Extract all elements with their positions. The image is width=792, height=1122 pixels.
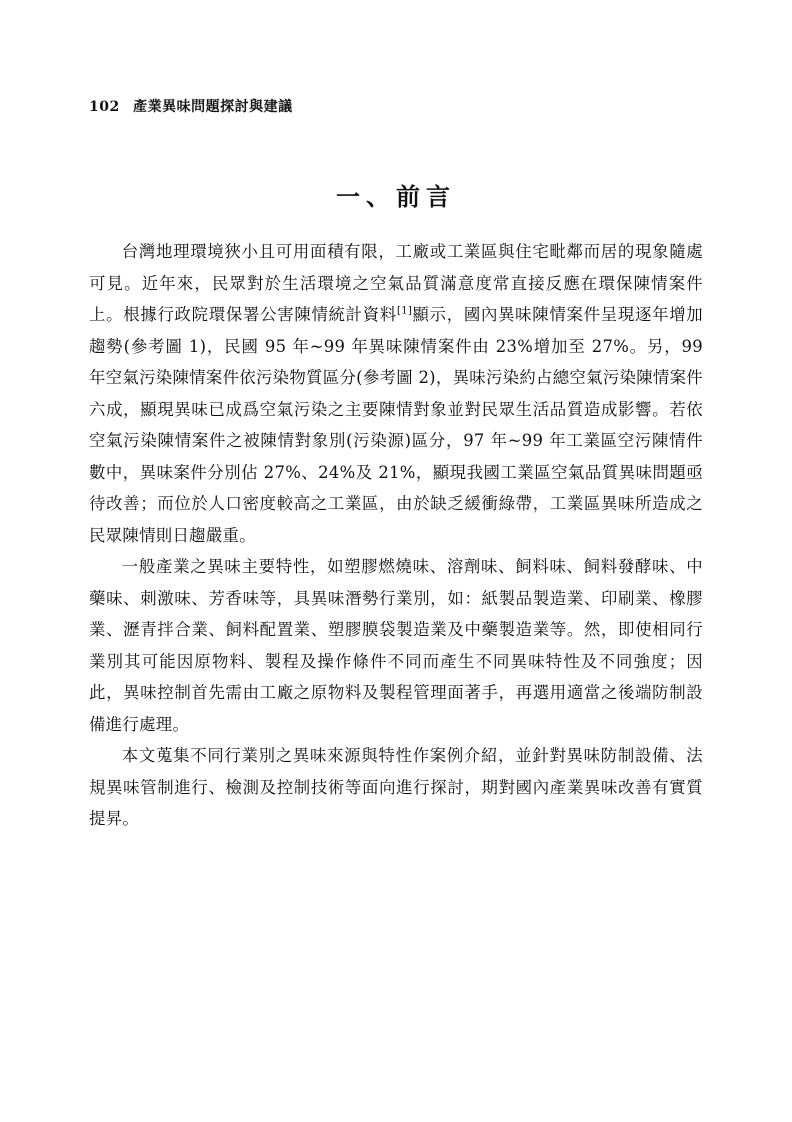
paragraph-text: 台灣地理環境狹小且可用面積有限，工廠或工業區與住宅毗鄰而居的現象隨處可見。近年來，民眾對於生活環境之空氣品質滿意度常直接反應在環保陳情案件上。根據行政院環保署公害陳情統計資料 bbox=[89, 242, 703, 324]
paragraph-article-scope: 本文蒐集不同行業別之異味來源與特性作案例介紹，並針對異味防制設備、法規異味管制進行、檢測及控制技術等面向進行探討，期對國內產業異味改善有實質提昇。 bbox=[89, 746, 703, 828]
paragraph-intro bbox=[89, 236, 703, 551]
book-title: 產業異味問題探討與建議 bbox=[133, 99, 293, 115]
section-title: 一、前言 bbox=[336, 182, 456, 211]
running-header bbox=[89, 98, 293, 116]
body-text bbox=[89, 236, 703, 835]
page-number: 102 bbox=[89, 99, 120, 115]
paragraph-odor-characteristics: 一般產業之異味主要特性，如塑膠燃燒味、溶劑味、飼料味、飼料發酵味、中藥味、刺激味、芳香味等，具異味潛勢行業別，如：紙製品製造業、印刷業、橡膠業、瀝青拌合業、飼料配置業、塑膠膜袋製造業及中藥製造業等。然，即使相同行業別其可能因原物料、製程及操作條件不同而產生不同異味特性及不同強度；因此，異味控制首先需由工廠之原物料及製程管理面著手，再選用適當之後端防制設備進行處理。 bbox=[89, 557, 703, 734]
paragraph-text: 顯示，國內異味陳情案件呈現逐年增加趨勢(參考圖 1)，民國 95 年~99 年異味陳情案件由 23%增加至 27%。另，99 年空氣污染陳情案件依污染物質區分(參考圖 2)，異味污染約占總空氣污染陳情案件六成，顯現異味已成爲空氣污染之主要陳情對象並對民眾生活品質造成影響。若依空氣污染陳情案件之被陳情對象別(污染源)區分，97 年~99 年工業區空污陳情件數中，異味案件分別佔 27%、24%及 21%，顯現我國工業區空氣品質異味問題亟待改善；而位於人口密度較高之工業區，由於缺乏緩衝綠帶，工業區異味所造成之民眾陳情則日趨嚴重。 bbox=[89, 305, 703, 545]
citation-reference: [1] bbox=[397, 305, 413, 317]
